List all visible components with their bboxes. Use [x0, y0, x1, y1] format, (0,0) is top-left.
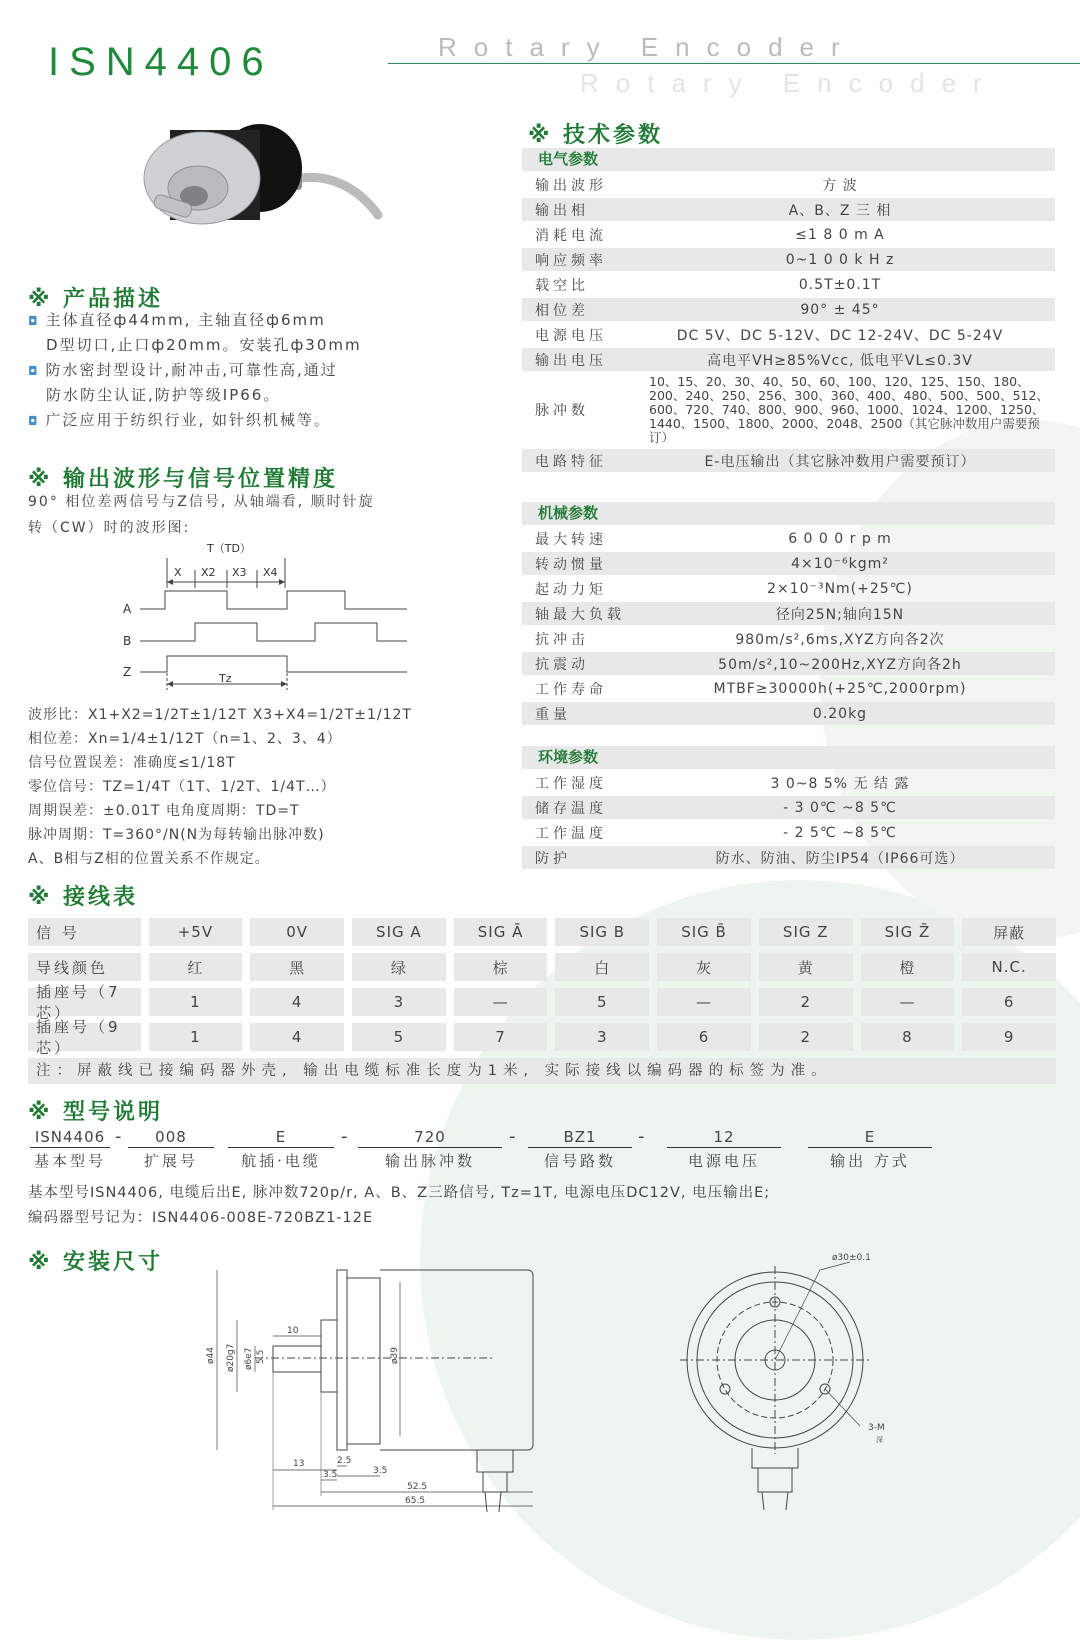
waveform-intro-1: 90° 相位差两信号与Z信号, 从轴端看, 顺时针旋 — [28, 494, 375, 510]
wiring-cell: N.C. — [962, 953, 1056, 981]
wiring-cell: 黑 — [250, 953, 344, 981]
param-row: 转动惯量 4×10⁻⁶kgm² — [522, 552, 1055, 575]
wiring-cell: 白 — [555, 953, 649, 981]
description-line-1: ◘ 主体直径ф44mm, 主轴直径ф6mm — [28, 311, 326, 329]
encoder-product-photo — [130, 110, 390, 270]
wiring-cell: — — [861, 988, 955, 1016]
mechanical-title: 机械参数 — [522, 502, 1055, 525]
bullet-icon: ◘ — [28, 364, 40, 378]
waveform-spec-2: 相位差：Xn=1/4±1/12T（n=1、2、3、4） — [28, 731, 342, 747]
dim-l25: 2.5 — [337, 1456, 352, 1466]
model-part-output: E 输出 方式 — [808, 1128, 932, 1171]
tech-heading: ※ 技术参数 — [528, 123, 664, 148]
dim-m3-depth: 深 — [876, 1436, 883, 1444]
wiring-cell: 橙 — [861, 953, 955, 981]
param-row: 工作温度 - 2 5℃ ~8 5℃ — [535, 824, 897, 842]
model-dash: - — [638, 1126, 645, 1147]
wiring-cell: 1 — [149, 988, 243, 1016]
dim-d44: ø44 — [206, 1347, 216, 1364]
dim-l35b: 3.5 — [373, 1466, 388, 1476]
wiring-cell: — — [454, 988, 548, 1016]
wiring-row — [28, 983, 1056, 1022]
wiring-cell: +5V — [149, 918, 243, 946]
wiring-cell: SIG Z̄ — [861, 918, 955, 946]
param-row: 抗震动 50m/s²,10~200Hz,XYZ方向各2h — [522, 652, 1055, 675]
wiring-cell: 棕 — [454, 953, 548, 981]
model-part-ext: 008 扩展号 — [128, 1128, 214, 1171]
model-example-2: 编码器型号记为：ISN4406-008E-720BZ1-12E — [28, 1210, 374, 1226]
description-line-3: ◘ 防水密封型设计,耐冲击,可靠性高,通过 — [28, 361, 338, 379]
waveform-intro-2: 转（CW）时的波形图: — [28, 520, 191, 536]
param-row: 储存温度 - 3 0℃ ~8 5℃ — [522, 796, 1055, 819]
model-code-heading: ※ 型号说明 — [28, 1100, 164, 1125]
wiring-row — [28, 1018, 1056, 1057]
front-view-drawing — [670, 1248, 910, 1528]
install-heading: ※ 安装尺寸 — [28, 1250, 164, 1275]
bullet-icon: ◘ — [28, 414, 40, 428]
wave-label-A: A — [123, 602, 132, 616]
waveform-spec-1: 波形比：X1+X2=1/2T±1/12T X3+X4=1/2T±1/12T — [28, 707, 412, 723]
wave-label-x3: X3 — [232, 566, 247, 579]
wave-label-x1: X — [174, 566, 182, 579]
wiring-cell: 0V — [250, 918, 344, 946]
wiring-cell: 4 — [250, 988, 344, 1016]
param-row: 消耗电流 ≤1 8 0 m A — [535, 226, 885, 244]
model-part-pulse: 720 输出脉冲数 — [358, 1128, 502, 1171]
dim-d30: ø30±0.1 — [832, 1253, 871, 1263]
dim-d20: ø20g7 — [226, 1343, 236, 1372]
waveform-diagram — [115, 538, 425, 698]
wiring-cell: 1 — [149, 1023, 243, 1051]
model-dash: - — [115, 1126, 122, 1147]
param-row: 输出相 A、B、Z 三 相 — [522, 198, 1055, 221]
model-part-signal: BZ1 信号路数 — [528, 1128, 632, 1171]
param-row: 防护 防水、防油、防尘IP54（IP66可选） — [522, 846, 1055, 869]
description-line-4: 防水防尘认证,防护等级IP66。 — [46, 386, 281, 404]
dim-d39: ø39 — [390, 1347, 400, 1364]
wiring-row-label: 信 号 — [28, 918, 141, 946]
dim-l10: 10 — [287, 1326, 299, 1336]
wiring-cell: 4 — [250, 1023, 344, 1051]
wiring-cell: 6 — [657, 1023, 751, 1051]
environment-title: 环境参数 — [522, 746, 1055, 769]
wiring-cell: 屏蔽 — [962, 918, 1056, 946]
environment-params-table — [522, 746, 1055, 871]
wave-label-T: T（TD） — [207, 542, 251, 555]
waveform-heading: ※ 输出波形与信号位置精度 — [28, 467, 339, 492]
dim-l655: 65.5 — [405, 1496, 426, 1506]
param-row: 工作湿度 3 0~8 5% 无 结 露 — [535, 775, 910, 792]
wiring-cell: 9 — [962, 1023, 1056, 1051]
model-part-conn: E 航插·电缆 — [228, 1128, 334, 1171]
param-row: 最大转速 6 0 0 0 r p m — [535, 530, 892, 548]
side-view-drawing — [195, 1260, 555, 1520]
waveform-spec-6: 脉冲周期：T=360°/N(N为每转输出脉冲数) — [28, 827, 325, 843]
wave-label-x2: X2 — [201, 566, 216, 579]
bullet-icon: ◘ — [28, 314, 40, 328]
wave-label-B: B — [123, 634, 132, 648]
electrical-title: 电气参数 — [522, 148, 1055, 171]
wiring-cell: 黄 — [759, 953, 853, 981]
wave-label-x4: X4 — [263, 566, 278, 579]
wiring-cell: 2 — [759, 988, 853, 1016]
wiring-cell: 6 — [962, 988, 1056, 1016]
waveform-spec-4: 零位信号：TZ=1/4T（1T、1/2T、1/4T…） — [28, 779, 336, 795]
wiring-cell: 2 — [759, 1023, 853, 1051]
param-row: 相位差 90° ± 45° — [522, 298, 1055, 321]
param-row: 输出波形 方 波 — [535, 177, 858, 194]
param-row: 输出电压 高电平VH≥85%Vcc, 低电平VL≤0.3V — [522, 348, 1055, 371]
param-row-pulse: 脉冲数 10、15、20、30、40、50、60、100、120、125、150、180、200、240、250、256、300、360、400、480、500、500、512、600、720、740、800、900、960、1000、1024、1200、1250、1440、1500、1800、2000、2048、2500（其它脉冲数用户需要预订） — [535, 374, 1049, 445]
model-dash: - — [341, 1126, 348, 1147]
wiring-cell: SIG B̄ — [657, 918, 751, 946]
header-subtitle-shadow: Rotary Encoder — [580, 68, 999, 98]
wiring-cell: 5 — [555, 988, 649, 1016]
waveform-spec-5: 周期误差：±0.01T 电角度周期：TD=T — [28, 803, 300, 819]
header-rule — [388, 63, 1080, 64]
model-example-1: 基本型号ISN4406, 电缆后出E, 脉冲数720p/r, A、B、Z三路信号, Tz=1T, 电源电压DC12V, 电压输出E; — [28, 1185, 771, 1201]
wiring-cell: 5 — [352, 1023, 446, 1051]
dim-h55: 5.5 — [256, 1349, 266, 1364]
model-part-base: ISN4406 基本型号 — [30, 1128, 110, 1171]
wiring-row — [28, 953, 1056, 981]
wiring-cell: SIG A — [352, 918, 446, 946]
param-row: 重量 0.20kg — [522, 702, 1055, 725]
dim-m3: 3-M — [868, 1423, 885, 1433]
wiring-cell: 3 — [352, 988, 446, 1016]
param-row: 电源电压 DC 5V、DC 5-12V、DC 12-24V、DC 5-24V — [535, 327, 1004, 344]
wiring-note: 注：屏蔽线已接编码器外壳, 输出电缆标准长度为1米, 实际接线以编码器的标签为准。 — [28, 1058, 1056, 1084]
model-part-voltage: 12 电源电压 — [667, 1128, 781, 1171]
wiring-table — [28, 918, 1056, 1058]
wiring-cell: SIG B — [555, 918, 649, 946]
wiring-cell: 红 — [149, 953, 243, 981]
wiring-row-label: 插座号（7芯） — [28, 988, 141, 1016]
wiring-cell: — — [657, 988, 751, 1016]
mechanical-params-table — [522, 502, 1055, 727]
dim-l525: 52.5 — [407, 1482, 428, 1492]
dim-l35a: 3.5 — [323, 1470, 338, 1480]
description-line-2: D型切口,止口ф20mm。安装孔ф30mm — [46, 336, 362, 354]
param-row: 响应频率 0~1 0 0 k H z — [522, 248, 1055, 271]
waveform-spec-3: 信号位置误差：准确度≤1/18T — [28, 755, 236, 771]
wiring-cell: SIG Ā — [454, 918, 548, 946]
param-row: 起动力矩 2×10⁻³Nm(+25℃) — [535, 580, 913, 598]
param-row: 载空比 0.5T±0.1T — [535, 276, 882, 294]
dim-d6: ø6e7 — [244, 1347, 254, 1370]
param-row: 轴最大负载 径向25N;轴向15N — [522, 602, 1055, 625]
wiring-row-label: 插座号（9芯） — [28, 1023, 141, 1051]
wiring-cell: SIG Z — [759, 918, 853, 946]
product-model-title: ISN4406 — [48, 40, 274, 84]
wiring-row-label: 导线颜色 — [28, 953, 141, 981]
param-row: 电路特征 E-电压输出（其它脉冲数用户需要预订） — [522, 449, 1055, 472]
dim-l13: 13 — [293, 1459, 305, 1469]
description-line-5: ◘ 广泛应用于纺织行业, 如针织机械等。 — [28, 411, 332, 429]
wiring-cell: 7 — [454, 1023, 548, 1051]
waveform-spec-7: A、B相与Z相的位置关系不作规定。 — [28, 851, 270, 867]
wiring-cell: 8 — [861, 1023, 955, 1051]
header-subtitle: Rotary Encoder — [438, 32, 857, 62]
wiring-cell: 绿 — [352, 953, 446, 981]
param-row: 工作寿命 MTBF≥30000h(+25℃,2000rpm) — [535, 680, 967, 698]
electrical-params-table — [522, 148, 1055, 474]
wiring-heading: ※ 接线表 — [28, 885, 139, 910]
description-heading: ※ 产品描述 — [28, 287, 164, 312]
param-row: 抗冲击 980m/s²,6ms,XYZ方向各2次 — [535, 631, 945, 648]
wiring-cell: 3 — [555, 1023, 649, 1051]
model-dash: - — [509, 1126, 516, 1147]
wiring-cell: 灰 — [657, 953, 751, 981]
wave-label-Z: Z — [123, 665, 132, 679]
wave-label-Tz: Tz — [219, 672, 232, 685]
wiring-row — [28, 918, 1056, 946]
